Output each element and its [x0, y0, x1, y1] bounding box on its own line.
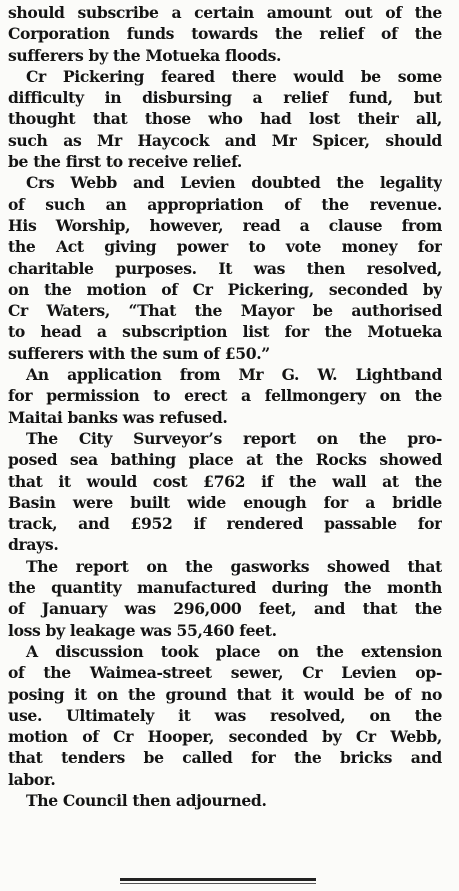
article-line: track, and £952 if rendered passable for — [8, 514, 442, 534]
article-line: Crs Webb and Levien doubted the legality — [26, 173, 442, 193]
article-line: of the Waimea-street sewer, Cr Levien op- — [8, 663, 442, 683]
section-divider-rule — [120, 878, 316, 881]
article-line: Basin were built wide enough for a bridle — [8, 492, 442, 512]
article-line: loss by leakage was 55,460 feet. — [8, 620, 277, 640]
article-line: that it would cost £762 if the wall at the — [8, 471, 442, 491]
article-column — [8, 2, 442, 811]
article-line: be the first to receive relief. — [8, 152, 242, 172]
article-line: posed sea bathing place at the Rocks showed — [8, 450, 442, 470]
article-line: the Act giving power to vote money for — [8, 237, 442, 257]
article-line: A discussion took place on the extension — [26, 641, 442, 661]
article-line: The Council then adjourned. — [26, 790, 267, 810]
article-line: of such an appropriation of the revenue. — [8, 194, 442, 214]
article-line: to head a subscription list for the Motueka — [8, 322, 442, 342]
article-line: sufferers by the Motueka floods. — [8, 45, 282, 65]
article-line: that tenders be called for the bricks and — [8, 748, 442, 768]
article-line: The report on the gasworks showed that — [26, 556, 442, 576]
article-line: for permission to erect a fellmongery on the — [8, 386, 442, 406]
article-line: The City Surveyor’s report on the pro- — [26, 428, 442, 448]
article-line: An application from Mr G. W. Lightband — [26, 365, 442, 385]
article-line: the quantity manufactured during the month — [8, 578, 442, 598]
article-line: labor. — [8, 769, 56, 789]
article-line: should subscribe a certain amount out of the — [8, 3, 442, 22]
article-line: posing it on the ground that it would be of no — [8, 684, 442, 704]
article-line: Corporation funds towards the relief of the — [8, 24, 442, 44]
article-line: thought that those who had lost their all, — [8, 109, 442, 129]
article-line: Cr Waters, “That the Mayor be authorised — [8, 301, 442, 321]
article-line: sufferers with the sum of £50.” — [8, 343, 270, 363]
article-line: Cr Pickering feared there would be some — [26, 66, 442, 86]
article-line: drays. — [8, 535, 59, 555]
article-line: on the motion of Cr Pickering, seconded by — [8, 279, 442, 299]
article-line: difficulty in disbursing a relief fund, but — [8, 88, 442, 108]
article-line: of January was 296,000 feet, and that the — [8, 599, 442, 619]
article-line: motion of Cr Hooper, seconded by Cr Webb, — [8, 727, 442, 747]
article-line: charitable purposes. It was then resolved, — [8, 258, 442, 278]
article-line: His Worship, however, read a clause from — [8, 215, 442, 235]
article-line: use. Ultimately it was resolved, on the — [8, 705, 442, 725]
article-line: such as Mr Haycock and Mr Spicer, should — [8, 130, 442, 150]
article-line: Maitai banks was refused. — [8, 407, 228, 427]
